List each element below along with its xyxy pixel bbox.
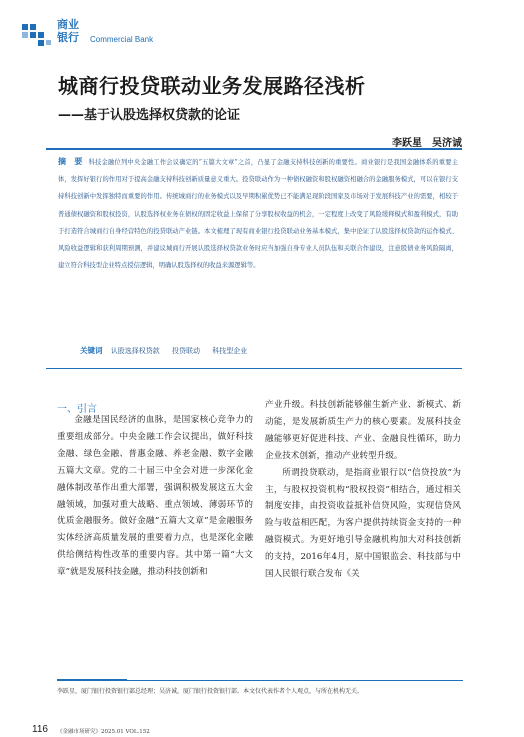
section-label [57, 18, 79, 44]
keyword: 科技型企业 [212, 347, 248, 355]
body-paragraph: 所谓投贷联动，是指商业银行以“信贷投放”为主，与股权投资机构“股权投资”相结合，通过相关制度安排，由投资收益抵补信贷风险，实现信贷风险与收益相匹配，为客户提供持续资金支持的一种融资模式。为更好地引导金融机构加大对科技创新的支持，2016年4月，原中国银监会、科技部与中国人民银行联合发布《关 [265, 467, 461, 580]
keywords [80, 345, 257, 356]
section-label-line1: 商业 [57, 18, 79, 31]
keyword: 投贷联动 [171, 347, 200, 355]
section-label-line2: 银行 [57, 31, 79, 44]
section-label-en: Commercial Bank [90, 35, 154, 44]
abstract-label: 摘 要 [58, 157, 83, 166]
body-paragraph: 金融是国民经济的血脉，是国家核心竞争力的重要组成部分。中央金融工作会议提出，做好科技金融、绿色金融、普惠金融、养老金融、数字金融五篇大文章。党的二十届三中全会对进一步深化金融体制改革作出重大部署，强调积极发展这五大金融领域，加强对重大战略、重点领域、薄弱环节的优质金融服务。做好金融“五篇大文章”是金融服务实体经济高质量发展的重要着力点，也是深化金融供给侧结构性改革的重要内容。其中第一篇“大文章”就是发展科技金融，推动科技创新和 [57, 415, 253, 578]
body-column-left [57, 412, 253, 581]
abstract-text: 科技金融位列中央金融工作会议确定的“五篇大文章”之首，凸显了金融支持科技创新的重要性。商业银行是我国金融体系的重要主体，发挥好银行的作用对于提高金融支持科技创新质量意义重大。投贷联动作为一种债权融资和股权融资相融合的金融服务模式，可以在银行支持科技创新中发挥独特而重要的作用。传统城商行的业务模式以及早期积累优势已不能满足现阶段国家及市场对于发展科技产业的需要，相较于普通债权融资和股权投资，认股选择权业务在债权的固定收益上保留了分享股权收益的机会，一定程度上改变了风险缓释模式和盈利模式，有助于打造符合城商行自身经营特色的投贷联动产业链。本文梳理了现有商业银行投贷联动业务基本模式，集中论证了认股选择权贷款的运作模式、风险收益逻辑和获利周期预测，并建议城商行开展认股选择权贷款业务时应当加强自身专业人员队伍和关联合作建设，注意股债业务风险隔离，建立符合科技型企业特点授信逻辑，明确认股选择权的收益来源逻辑等。 [58, 159, 458, 270]
bank-logo-icon [22, 22, 52, 46]
article-authors: 李跃星 吴济诚 [392, 138, 462, 149]
article-title: 城商行投贷联动业务发展路径浅析 [58, 74, 366, 98]
body-paragraph: 产业升级。科技创新能够催生新产业、新模式、新动能，是发展新质生产力的核心要素。发展科技金融能够更好促进科技、产业、金融良性循环，助力企业技术创新，推动产业转型升级。 [265, 400, 461, 461]
footnote: 李跃星，厦门银行投资银行部总经理；吴济诚，厦门银行投资银行部。本文仅代表作者个人观点，与所在机构无关。 [57, 688, 364, 695]
section-heading: 一、引言 [57, 404, 97, 415]
body-column-right [265, 397, 461, 583]
abstract [58, 153, 458, 274]
article-subtitle: ——基于认股选择权贷款的论证 [58, 108, 241, 123]
journal-info: 《金融市场研究》2025.01 VOL.152 [57, 729, 150, 735]
keyword: 认股选择权贷款 [110, 347, 160, 355]
keywords-label: 关键词 [80, 346, 103, 355]
page-number: 116 [32, 724, 48, 735]
footnote-divider-accent [57, 679, 127, 681]
